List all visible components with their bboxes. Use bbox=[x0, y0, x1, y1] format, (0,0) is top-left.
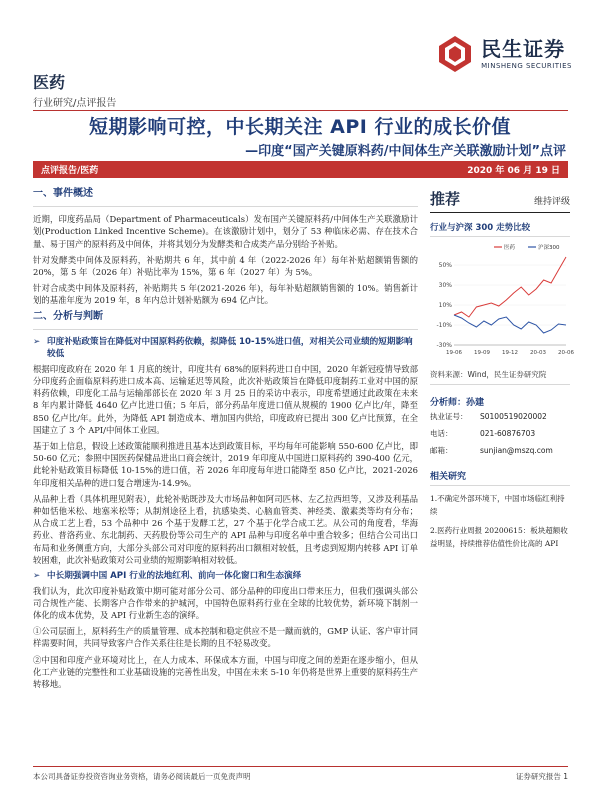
disclaimer: 本公司具备证券投资咨询业务资格，请务必阅读最后一页免责声明 bbox=[33, 772, 251, 781]
company-logo bbox=[435, 34, 572, 74]
arrow-icon: ➢ bbox=[33, 571, 41, 582]
section-heading-1: 一、事件概述 bbox=[33, 188, 93, 199]
main-content bbox=[33, 188, 418, 694]
page-title: 短期影响可控，中长期关注 API 行业的成长价值 bbox=[89, 116, 511, 138]
series-line-pharma bbox=[454, 257, 566, 317]
arrow-icon: ➢ bbox=[33, 336, 41, 347]
sector-label: 医药 bbox=[33, 73, 66, 92]
sidebar bbox=[430, 188, 574, 550]
footer bbox=[33, 766, 568, 782]
y-tick-label: 30% bbox=[438, 282, 452, 289]
info-key: 电话： bbox=[430, 429, 453, 438]
x-tick-label: 19-12 bbox=[502, 350, 518, 356]
key-point bbox=[33, 336, 418, 361]
paragraph: 近期，印度药品局（Department of Pharmaceuticals）发布国产关键原料药/中间体生产关联激励计划(Production Linked Incentive Scheme)。在该激励计划中，划分了 53 种临床必需、存在技术合量、易于国产的原料药及中间体，并将其划分为发酵类和合成类产品分别给予补贴。 bbox=[33, 214, 418, 249]
band-date: 2020 年 06 月 19 日 bbox=[467, 166, 560, 176]
logo-icon bbox=[435, 34, 475, 74]
rating-status: 维持评级 bbox=[533, 197, 570, 207]
paragraph: ①公司层面上，原料药生产的质量管理、成本控制和稳定供应不是一蹴而就的，GMP 认证、客户审计同样需要时间，共同导致客户合作关系往往是长期的且不轻易改变。 bbox=[33, 626, 418, 649]
related-list bbox=[430, 492, 570, 550]
recommendation: 推荐 bbox=[430, 190, 461, 208]
header-band bbox=[33, 161, 568, 178]
analyst-info-row bbox=[430, 425, 570, 442]
analyst-info-row bbox=[430, 442, 570, 459]
info-value: 021-60876703 bbox=[480, 429, 536, 438]
key-point-text: 中长期强调中国 API 行业的法地红利、前向一体化窗口和生态演绎 bbox=[47, 571, 302, 582]
paragraph: ②中国和印度产业环境对比上，在人力成本、环保成本方面，中国与印度之间的差距在逐步缩小，但从化工产业链的完整性和工业基础设施的完善性出发，中国在未来 5-10 年仍将是世界上重要的原料药生产转移地。 bbox=[33, 654, 418, 689]
chart-title: 行业与沪深 300 走势比较 bbox=[430, 221, 570, 237]
info-key: 邮箱： bbox=[430, 446, 453, 455]
paragraph: 基于如上信息，假设上述政策能顺利推进且基本达到政策目标，平均每年可能影响 550-600 亿卢比，即 50-60 亿元；参照中国医药保健品进出口商会统计，2019 年印度从中国进口原料药约 390-400 亿元，此轮补贴政策目标降低 10-15%的进口值，若 2026 年印度每年进口能降至 850 亿卢比，2021-2026 年印度相关品种的进口复合增速为-14.9%。 bbox=[33, 441, 418, 488]
rating-row bbox=[430, 188, 570, 213]
section-heading-2: 二、分析与判断 bbox=[33, 310, 103, 322]
band-category: 点评报告/医药 bbox=[41, 166, 99, 176]
info-key: 执业证号： bbox=[430, 412, 468, 421]
y-tick-label: 50% bbox=[438, 262, 452, 269]
legend-label: 沪深300 bbox=[538, 245, 560, 251]
related-item[interactable]: 1.不确定外部环境下，中国市场临红利持续 bbox=[430, 494, 565, 516]
top-rule bbox=[33, 110, 568, 111]
chart-source: 资料来源：Wind，民生证券研究院 bbox=[430, 369, 570, 385]
related-heading: 相关研究 bbox=[430, 469, 570, 486]
legend-label: 医药 bbox=[504, 245, 516, 251]
y-tick-label: 10% bbox=[438, 302, 452, 309]
paragraph: 针对合成类中间体及原料药，补贴期共 5 年(2021-2026 年)，每年补贴超额销售额的 10%。销售新计划的基准年度为 2019 年，8 年内总计划补贴额为 694 亿卢比。 bbox=[33, 283, 418, 306]
info-value: S0100519020002 bbox=[480, 412, 547, 421]
analyst-info-row bbox=[430, 408, 570, 425]
info-value: sunjian@mszq.com bbox=[480, 446, 553, 455]
y-tick-label: -30% bbox=[436, 342, 452, 349]
paragraph: 根据印度政府在 2020 年 1 月底的统计，印度共有 68%的原料药进口自中国，2020 年新冠疫情导致部分印度药企面临原料药进口成本高、运输延迟等风险，此次补贴政策旨在降低印度制药工业对中国的原料药依赖，印度化工品与运输部部长在 2020 年 3 月 25 日的采访中表示，印度希望通过此政策在未来 8 年内累计降低 4640 亿卢比进口值；5 年后，部分药品年度进口值从规模的 1900 亿卢比/年，降至 850 亿卢比/年。此外，为降低 API 制造成本、增加国内供给，印度政府已提出 300 亿卢比预算，在全国建立了 3 个 API/中间体工业园。 bbox=[33, 363, 418, 435]
page-subtitle: —印度“国产关键原料药/中间体生产关联激励计划”点评 bbox=[245, 144, 566, 159]
page-number: 证券研究报告 1 bbox=[515, 772, 568, 781]
performance-chart bbox=[430, 241, 574, 361]
key-point bbox=[33, 570, 418, 583]
key-point-text: 印度补贴政策旨在降低对中国原料药依赖，拟降低 10-15%进口值，对相关公司业绩的短期影响较低 bbox=[47, 336, 413, 360]
y-tick-label: -10% bbox=[436, 322, 452, 329]
x-tick-label: 19-09 bbox=[474, 350, 490, 356]
report-type: 行业研究/点评报告 bbox=[33, 98, 117, 109]
analyst-info bbox=[430, 408, 570, 459]
related-item[interactable]: 2.医药行业周报 20200615：板块超额收益明显，持续推荐估值性价比高的 API bbox=[430, 526, 568, 548]
series-line-csi300 bbox=[454, 315, 566, 333]
x-tick-label: 19-06 bbox=[446, 350, 462, 356]
analyst-heading: 分析师：孙建 bbox=[430, 398, 485, 408]
logo-cn: 民生证券 bbox=[481, 37, 566, 61]
x-tick-label: 20-06 bbox=[558, 350, 574, 356]
logo-en: MINSHENG SECURITIES bbox=[481, 62, 572, 70]
paragraph: 针对发酵类中间体及原料药，补贴期共 6 年，其中前 4 年（2022-2026 年）每年补贴超额销售额的 20%，第 5 年（2026 年）补贴比率为 15%，第 6 年（2027 年）为 5%。 bbox=[33, 254, 418, 278]
paragraph: 从品种上看（具体机理见附表），此轮补贴既涉及大市场品种如阿司匹林、左乙拉西坦等，又涉及利基品种如恬他米松、地塞米松等；从制剂途径上看，抗感染类、心脑血管类、神经类、激素类等均有分布；从合成工艺上看，53 个品种中 26 个基于发酵工艺，27 个基于化学合成工艺。从公司的角度看，华海药业、普洛药业、东北制药、天药股份等公司生产的 API 品种与印度名单中重合较多；但结合公司出口布局和业务侧重方向，大部分头部公司对印度的原料药出口额相对较低，且考虑到短期内转移 API 订单较困难，此次补贴政策对公司业绩的短期影响相对较低。 bbox=[33, 493, 418, 565]
x-tick-label: 20-03 bbox=[530, 350, 546, 356]
paragraph: 我们认为，此次印度补贴政策中期可能对部分公司、部分品种的印度出口带来压力，但我们强调头部公司合规性产能、长期客户合作带来的护城河，中国特色原料药行业在全球的比较优势，新环境下制剂一体化的成本优势，及 API 行业新生态的演绎。 bbox=[33, 585, 418, 620]
